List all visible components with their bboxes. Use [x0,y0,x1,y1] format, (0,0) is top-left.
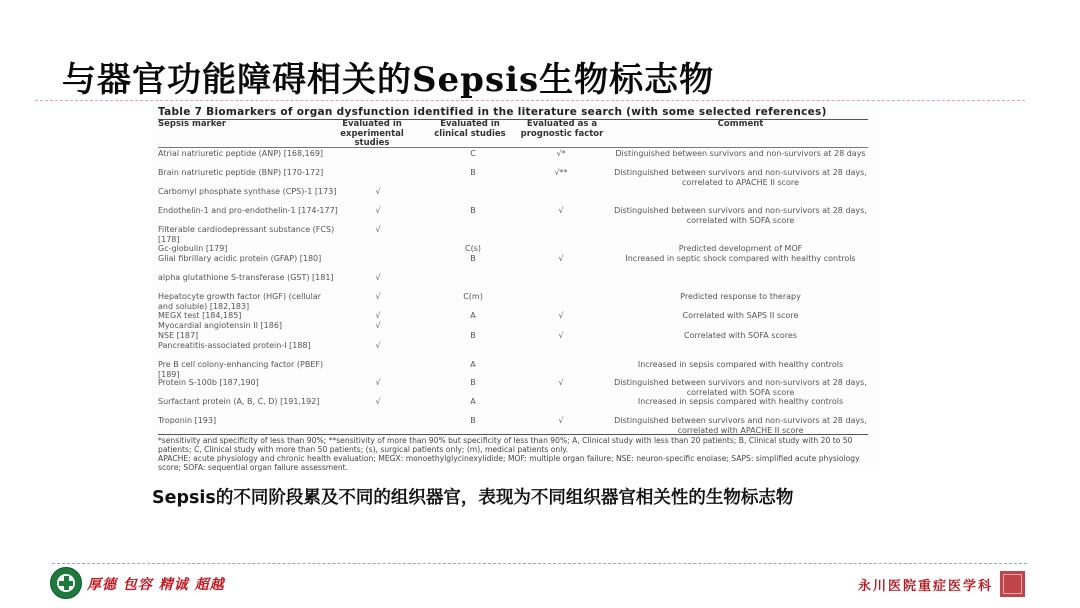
title-latin: Sepsis [412,60,540,100]
slide-subtitle: Sepsis的不同阶段累及不同的组织器官，表现为不同组织器官相关性的生物标志物 [152,488,794,508]
title-cn-suffix: 生物标志物 [539,60,715,100]
title-divider [35,100,1025,101]
slide-title [62,52,714,101]
seal-stamp-icon [1000,571,1025,597]
table-bottom-rule [158,434,868,435]
title-cn-prefix: 与器官功能障碍相关的 [62,60,412,100]
header-experimental: Evaluated in experimental studies [340,119,404,148]
header-rule [158,147,868,148]
table-footnote-2: APACHE: acute physiology and chronic health evaluation; MEGX: monoethylglycinexylidide; MOF: multiple organ failure; NSE: neuron-specific enolase; SAPS: simplified acute physiology score; SOFA: sequential organ failure assessment. [158,454,860,473]
seal-border [1003,574,1022,594]
header-sepsis-marker: Sepsis marker [158,119,227,129]
header-comment: Comment [717,119,764,129]
table-footnote-1: *sensitivity and specificity of less than 90%; **sensitivity of more than 90% but specificity of less than 90%; A, Clinical study with less than 20 patients; B, Clinical study with 20 to 50 patients; C, Clinical study with more than 50 patients; (s), surgical patients only; (m), medical patients only. [158,436,853,455]
hospital-logo-icon [50,567,82,599]
department-name: 永川医院重症医学科 [858,579,994,594]
biomarker-table-image: Table 7 Biomarkers of organ dysfunction identified in the literature search (with some selected references) Sepsis marker Evaluated in experimental studies Evaluated in clinical studies Evaluated as a prognostic factor Comment Atrial natriuretic peptide (ANP) [168,169] C √* Distinguished between survivors and non-survivors at 28 days Brain natriuretic peptide (BNP) [170-172] B √** Distinguished between survivors and non-survivors at 28 days, correlated to APACHE II score Carbomyl phosphate synthase (CPS)-1 [173] √ Endothelin-1 and pro-endothelin-1 [174-177] √ B √ Distinguished between survivors and non-survivors at 28 days, correlated with SOFA score Filterable cardiodepressant substance (FCS) [178] √ Gc-globulin [179] C(s) Predicted development of MOF Glial fibrillary acidic protein (GFAP) [180] B √ Increased in septic shock compared with healthy controls alpha glutathione S-transferase (GST) [181] √ Hepatocyte growth factor (HGF) (cellular and soluble) [182,183] √ C(m) Predicted response to therapy MEGX test [184,185] √ A √ Correlated with SAPS II score Myocardial angiotensin II [186] √ NSE [187] B √ Correlated with SOFA scores Pancreatitis-associated protein-I [188] √ Pre B cell colony-enhancing factor (PBEF) [189] A Increased in sepsis compared with healthy controls Protein S-100b [187,190] √ B √ Distinguished between survivors and non-survivors at 28 days, correlated with SOFA score Surfactant protein (A, B, C, D) [191,192] √ A Increased in sepsis compared with healthy controls Troponin [193] B √ Distinguished between survivors and non-survivors at 28 days, correlated with APACHE II score *sensitivity and specificity of less than 90%; **sensitivity of more than 90% but specificity of less than 90%; A, Clinical study with less than 20 patients; B, Clinical study with 20 to 50 patients; C, Clinical study with more than 50 patients; (s), surgical patients only; (m), medical patients only. APACHE: acute physiology and chronic health evaluation; MEGX: monoethylglycinexylidide; MOF: multiple organ failure; NSE: neuron-specific enolase; SAPS: simplified acute physiology score; SOFA: sequential organ failure assessment. [152,104,880,466]
header-clinical: Evaluated in clinical studies [434,119,506,139]
logo-cross-horizontal [59,581,73,586]
table-caption: Table 7 Biomarkers of organ dysfunction identified in the literature search (with some selected references) [158,106,827,118]
header-prognostic: Evaluated as a prognostic factor [520,119,604,139]
hospital-motto: 厚德 包容 精诚 超越 [87,577,225,593]
footer-divider [52,563,1027,564]
